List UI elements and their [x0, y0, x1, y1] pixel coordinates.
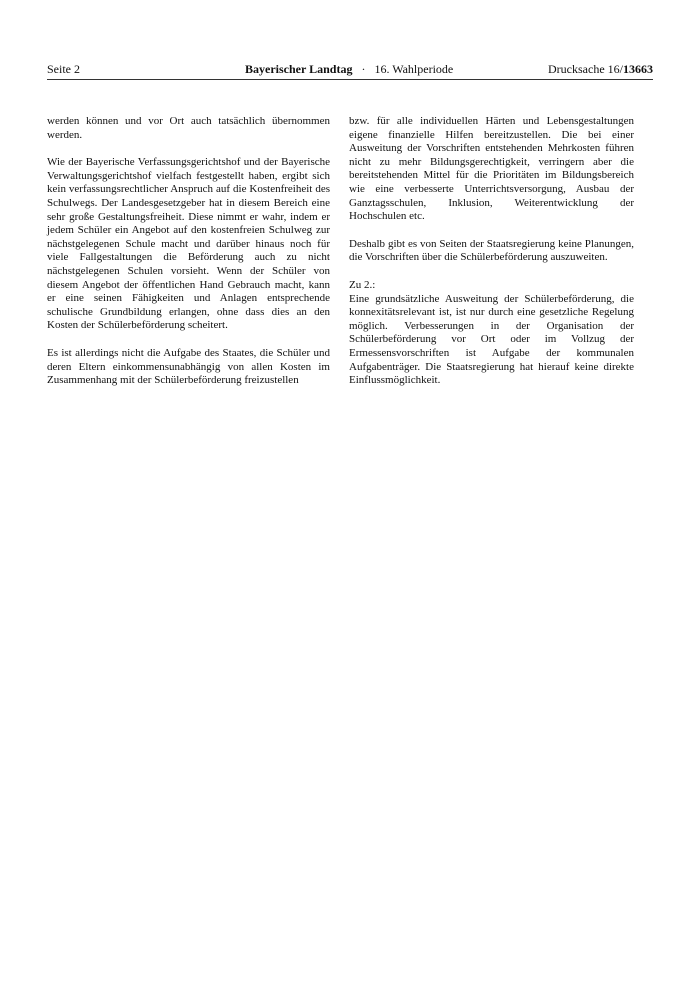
left-column [47, 115, 330, 402]
legislative-period: 16. Wahlperiode [374, 62, 454, 76]
header-separator: · [361, 62, 366, 76]
running-title [245, 61, 453, 77]
paragraph: werden können und vor Ort auch tatsächlich übernommen werden. [47, 115, 330, 141]
paragraph: Es ist allerdings nicht die Aufgabe des Staates, die Schüler und deren Eltern einkommensunabhängig von allen Kosten im Zusammenhang mit der Schülerbeförderung freizustellen [47, 346, 330, 387]
page-header [47, 61, 653, 77]
section-body: Eine grundsätzliche Ausweitung der Schülerbeförderung, die konnexitätsrelevant ist, ist nur durch eine gesetzliche Regelung möglich. Verbesserungen in der Organisation der Schülerbeförderung vor Ort oder im Vollzug der Ermessensvorschriften ist Aufgabe der kommunalen Aufgabenträger. Die Staatsregierung hat hierauf keine direkte Einflussmöglichkeit. [349, 292, 634, 387]
paragraph: Wie der Bayerische Verfassungsgerichtshof und der Bayerische Verwaltungsgerichtshof vielfach festgestellt haben, ergibt sich kein verfassungsrechtlicher Anspruch auf die Kostenfreiheit des Schulwegs. Der Landesgesetzgeber hat in diesem Bereich eine sehr große Gestaltungsfreiheit. Diese nimmt er wahr, indem er jedem Schüler ein Angebot auf den kostenfreien Schulweg zur nächstgelegenen Schule macht und darüber hinaus noch für viele Fallgestaltungen die Beförderung auch zu nicht nächstgelegenen Schulen vorsieht. Wenn der Schüler von diesem Angebot der öffentlichen Hand Gebrauch macht, kann er eine seinen Fähigkeiten und Anlagen entsprechende schulische Grundbildung erlangen, ohne dass dies an den Kosten der Schülerbeförderung scheitert. [47, 156, 330, 332]
section-heading: Zu 2.: [349, 278, 376, 291]
paragraph: Deshalb gibt es von Seiten der Staatsregierung keine Planungen, die Vorschriften über die Schülerbeförderung auszuweiten. [349, 237, 634, 264]
parliament-name: Bayerischer Landtag [245, 62, 353, 76]
document-prefix: Drucksache 16/ [548, 62, 623, 76]
right-column [349, 115, 634, 402]
document-reference [548, 61, 653, 77]
header-divider [47, 79, 653, 80]
answer-section [349, 279, 634, 388]
page-number: Seite 2 [47, 62, 80, 76]
document-number: 13663 [623, 62, 653, 76]
paragraph: bzw. für alle individuellen Härten und Lebensgestaltungen eigene finanzielle Hilfen bereitzustellen. Die bei einer Ausweitung der Vorschriften entstehenden Mehrkosten führen nicht zu mehr Bildungsgerechtigkeit, verringern aber die bereitstehenden Mittel für die Prioritäten im Bildungsbereich wie eine verbesserte Unterrichtsversorgung, Ausbau der Ganztagsschulen, Inklusion, Weiterentwicklung der Hochschulen etc. [349, 115, 634, 223]
